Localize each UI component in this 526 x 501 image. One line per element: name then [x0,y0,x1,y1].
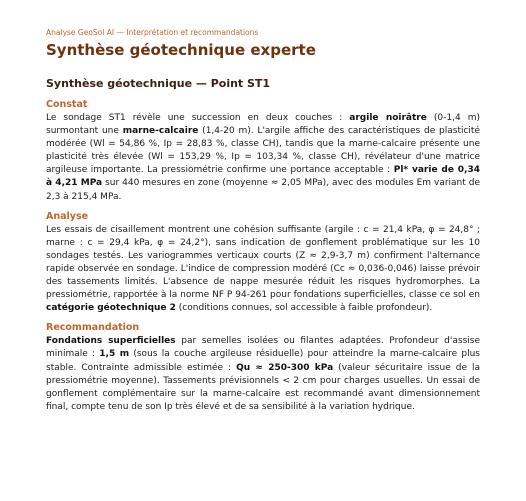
section-heading-analyse: Analyse [46,210,89,222]
recommandation-bold-3: Qu ≈ 250-300 kPa [236,362,334,373]
section-constat [46,99,480,204]
analyse-text-1: Les essais de cisaillement montrent une cohésion suffisante (argile : c = 21,4 kPa, φ = 24,8° ; marne : c = 29,4 kPa, φ = 24,2°), sans indication de gonflement problématique sur les 10 sondages testés. Les variogrammes verticaux courts (Z ≈ 2,9-3,7 m) confirment l'alternance rapide observée en sondage. L'indice de compression modéré (Cc ≈ 0,036-0,046) laisse prévoir des tassements limités. L'absence de nappe mesurée réduit les risques hydromorphes. La pressiométrie, rapportée à la norme NF P 94-261 pour fondations superficielles, classe ce sol en [46,224,480,301]
section-heading-recommandation: Recommandation [46,322,140,334]
report-kicker: Analyse GeoSol AI — Interprétation et recommandations [46,28,259,37]
constat-bold-1: argile noirâtre [349,113,427,123]
report-subtitle: Synthèse géotechnique — Point ST1 [46,77,271,90]
constat-text-3: (1,4-20 m). L'argile affiche des caractéristiques de plasticité modérée (Wl = 54,86 %, Ip = 28,83 %, classe CH), tandis que la marne-calcaire présente une plasticité très élevée (Wl = 153,29 %, Ip = 103,34 %, classe CH), révélateur d'une matrice argileuse importante. La pressiométrie confirme une portance acceptable : [46,126,480,176]
recommandation-paragraph [46,335,480,414]
recommandation-text-1: par semelles isolées ou filantes adaptées. Profondeur d'assise minimale : [46,336,480,360]
recommandation-text-2: (sous la couche argileuse résiduelle) pour atteindre la marne-calcaire plus stable. Contrainte admissible estimée : [46,349,480,373]
constat-text-2: (0-1,4 m) surmontant une [46,113,480,137]
constat-bold-2: marne-calcaire [122,126,199,137]
analyse-paragraph [46,224,480,316]
recommandation-text-3: (valeur sécuritaire issue de la pressiométrie moyenne). Tassements prévisionnels < 2 cm pour charges usuelles. Un essai de gonflement complémentaire sur la marne-calcaire est recommandé avant dimensionnement final, compte tenu de son Ip très élevé et de sa sensibilité à la variation hydrique. [46,362,480,412]
section-heading-constat: Constat [46,99,88,110]
constat-paragraph [46,112,480,204]
constat-bold-3: Pl* varie de 0,34 à 4,21 MPa [46,165,480,189]
constat-text-4: sur 440 mesures en zone (moyenne ≈ 2,05 MPa), avec des modules Em variant de 2,3 à 215,4 MPa. [46,178,480,202]
recommandation-bold-1: Fondations superficielles [46,336,176,347]
section-analyse [46,211,480,316]
analyse-bold-1: catégorie géotechnique 2 [46,303,176,314]
section-recommandation [46,322,480,414]
recommandation-bold-2: 1,5 m [99,349,130,360]
page-title: Synthèse géotechnique experte [46,41,316,59]
constat-text-1: Le sondage ST1 révèle une succession en deux couches : [46,113,350,123]
analyse-text-2: (conditions connues, sol accessible à faible profondeur). [175,303,433,314]
